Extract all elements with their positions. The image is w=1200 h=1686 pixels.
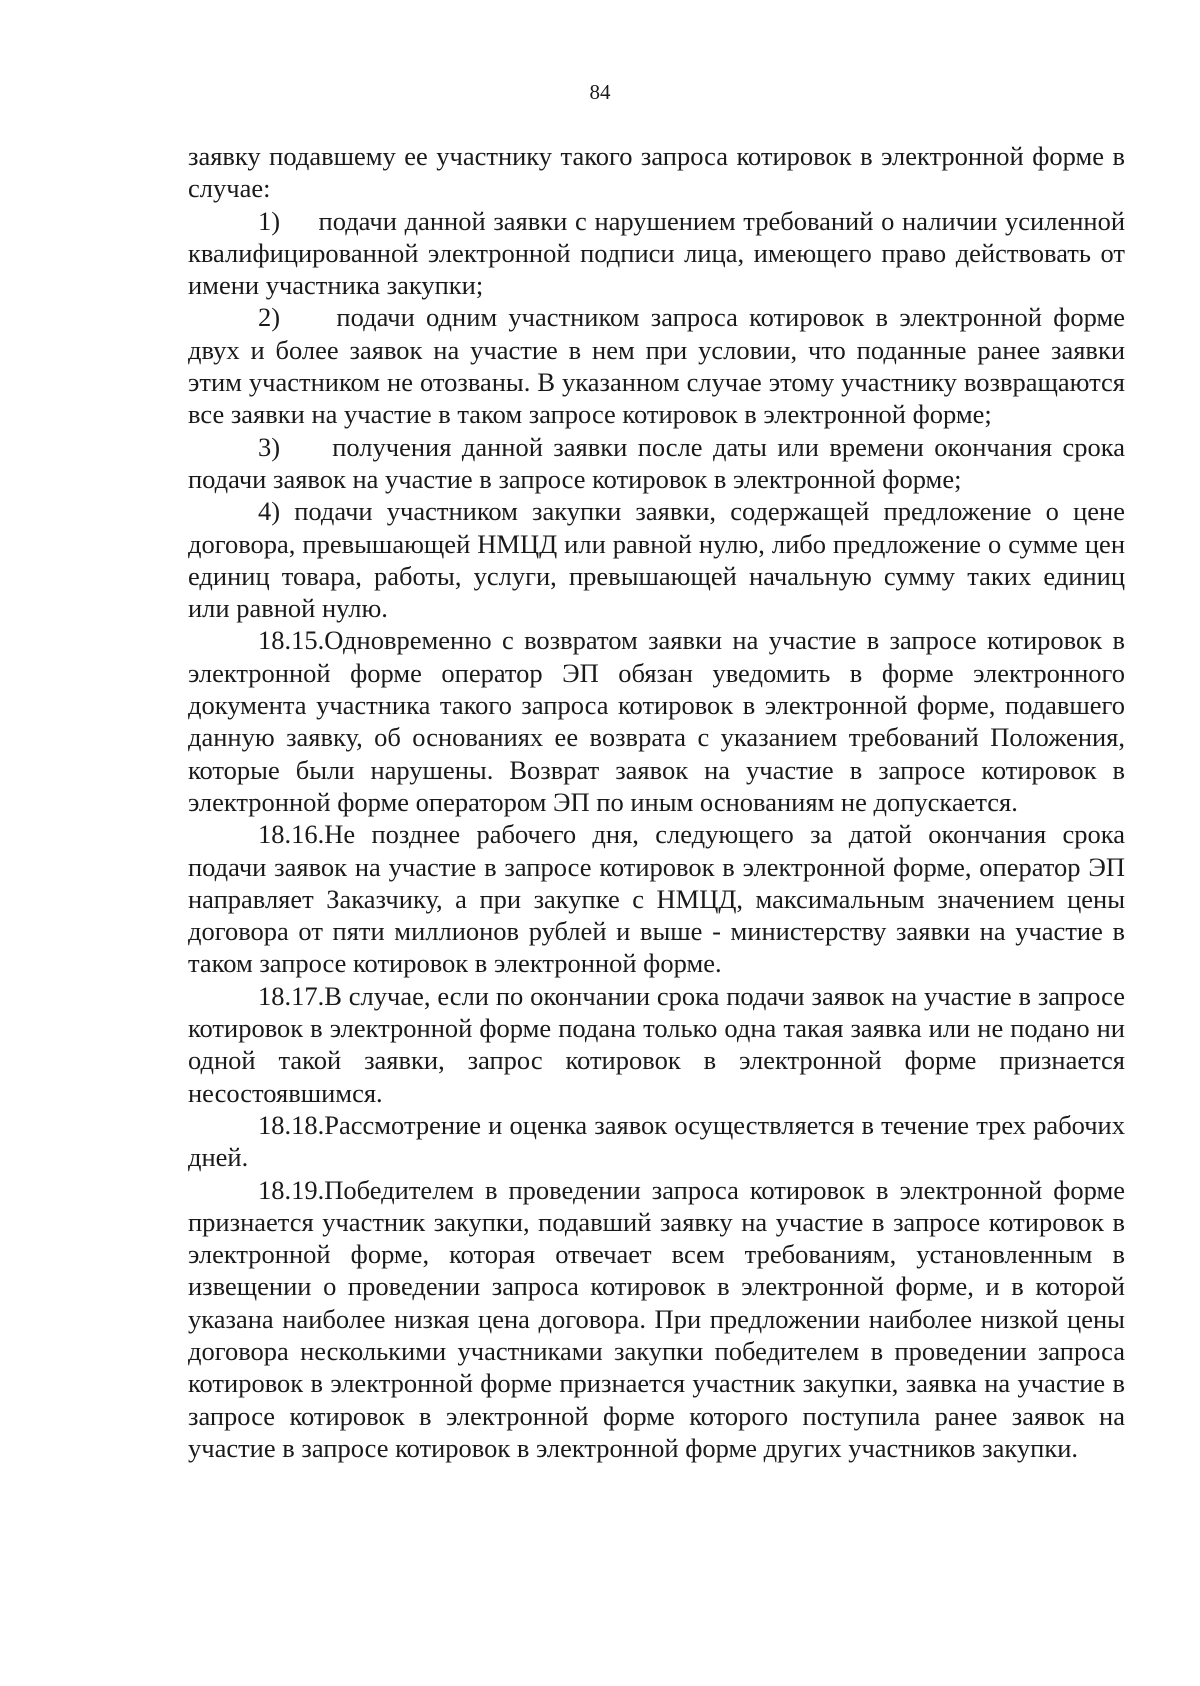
- page-number: 84: [589, 80, 611, 104]
- clause-18-18: 18.18.Рассмотрение и оценка заявок осуществляется в течение трех рабочих дней.: [188, 1109, 1125, 1173]
- list-item-2: 2) подачи одним участником запроса котировок в электронной форме двух и более заявок на участие в нем при условии, что поданные ранее заявки этим участником не отозваны. В указанном случае этому участнику возвращаются все заявки на участие в таком запросе котировок в электронной форме;: [188, 302, 1125, 430]
- paragraph-continuation: заявку подавшему ее участнику такого запроса котировок в электронной форме в случае:: [188, 141, 1125, 204]
- clause-18-15: 18.15.Одновременно с возвратом заявки на участие в запросе котировок в электронной форме оператор ЭП обязан уведомить в форме электронного документа участника такого запроса котировок в электронной форме, подавшего данную заявку, об основаниях ее возврата с указанием требований Положения, которые были нарушены. Возврат заявок на участие в запросе котировок в электронной форме оператором ЭП по иным основаниям не допускается.: [188, 625, 1125, 817]
- clause-18-19: 18.19.Победителем в проведении запроса котировок в электронной форме признается участник закупки, подавший заявку на участие в запросе котировок в электронной форме, которая отвечает всем требованиям, установленным в извещении о проведении запроса котировок в электронной форме, и в которой указана наиболее низкая цена договора. При предложении наиболее низкой цены договора несколькими участниками закупки победителем в проведении запроса котировок в электронной форме признается участник закупки, заявка на участие в запросе котировок в электронной форме которого поступила ранее заявок на участие в запросе котировок в электронной форме других участников закупки.: [188, 1174, 1125, 1463]
- document-body: [188, 140, 1125, 1464]
- list-item-4: 4) подачи участником закупки заявки, содержащей предложение о цене договора, превышающей НМЦД или равной нулю, либо предложение о сумме цен единиц товара, работы, услуги, превышающей начальную сумму таких единиц или равной нулю.: [188, 496, 1125, 624]
- clause-18-16: 18.16.Не позднее рабочего дня, следующего за датой окончания срока подачи заявок на участие в запросе котировок в электронной форме, оператор ЭП направляет Заказчику, а при закупке с НМЦД, максимальным значением цены договора от пяти миллионов рублей и выше - министерству заявки на участие в таком запросе котировок в электронной форме.: [188, 819, 1125, 979]
- list-item-3: 3) получения данной заявки после даты или времени окончания срока подачи заявок на участие в запросе котировок в электронной форме;: [188, 431, 1125, 494]
- clause-18-17: 18.17.В случае, если по окончании срока подачи заявок на участие в запросе котировок в электронной форме подана только одна такая заявка или не подано ни одной такой заявки, запрос котировок в электронной форме признается несостоявшимся.: [188, 980, 1125, 1108]
- list-item-1: 1) подачи данной заявки с нарушением требований о наличии усиленной квалифицированной электронной подписи лица, имеющего право действовать от имени участника закупки;: [188, 205, 1125, 301]
